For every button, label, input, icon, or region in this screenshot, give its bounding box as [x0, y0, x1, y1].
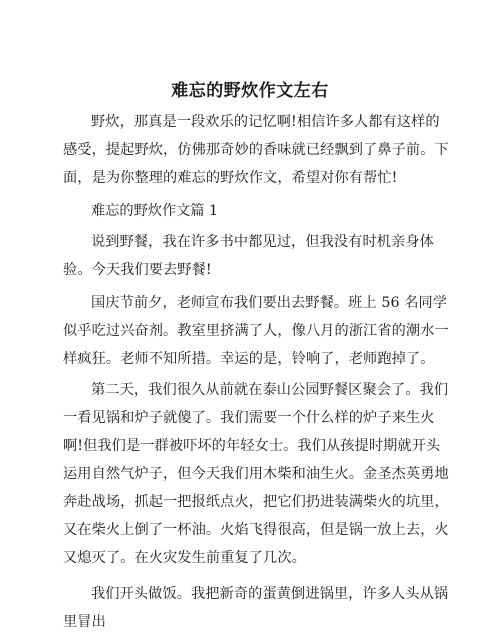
body-paragraph-1: 说到野餐，我在许多书中都见过，但我没有时机亲身体验。今天我们要去野餐!: [63, 234, 434, 278]
body-paragraph-3: 第二天，我们很久从前就在泰山公园野餐区聚会了。我们一看见锅和炉子就傻了。我们需要一个什么样的炉子来生火啊!但我们是一群被吓坏的年轻女士。我们从孩提时期就开头运用自然气炉子，但今天我们用木柴和油生火。金圣杰英勇地奔赴战场，抓起一把报纸点火，把它们扔进装满柴火的坑里，又在柴火上倒了一杯油。火焰飞得很高，但是锅一放上去，火又熄灭了。在火灾发生前重复了几次。: [63, 382, 449, 566]
body-paragraph-4: 我们开头做饭。我把新奇的蛋黄倒进锅里，许多人头从锅里冒出: [63, 586, 449, 630]
document-title: 难忘的野炊作文左右: [171, 81, 329, 101]
section-heading: 难忘的野炊作文篇 1: [91, 203, 219, 219]
body-paragraph-2: 国庆节前夕，老师宣布我们要出去野餐。班上 56 名同学似乎吃过兴奋剂。教室里挤满了人，像八月的浙江省的潮水一样疯狂。老师不知所措。幸运的是，铃响了，老师跑掉了。: [63, 295, 449, 367]
intro-paragraph: 野炊，那真是一段欢乐的记忆啊!相信许多人都有这样的感受，提起野炊，仿佛那奇妙的香味就已经飘到了鼻子前。下面，是为你整理的难忘的野炊作文，希望对你有帮忙!: [63, 114, 449, 186]
